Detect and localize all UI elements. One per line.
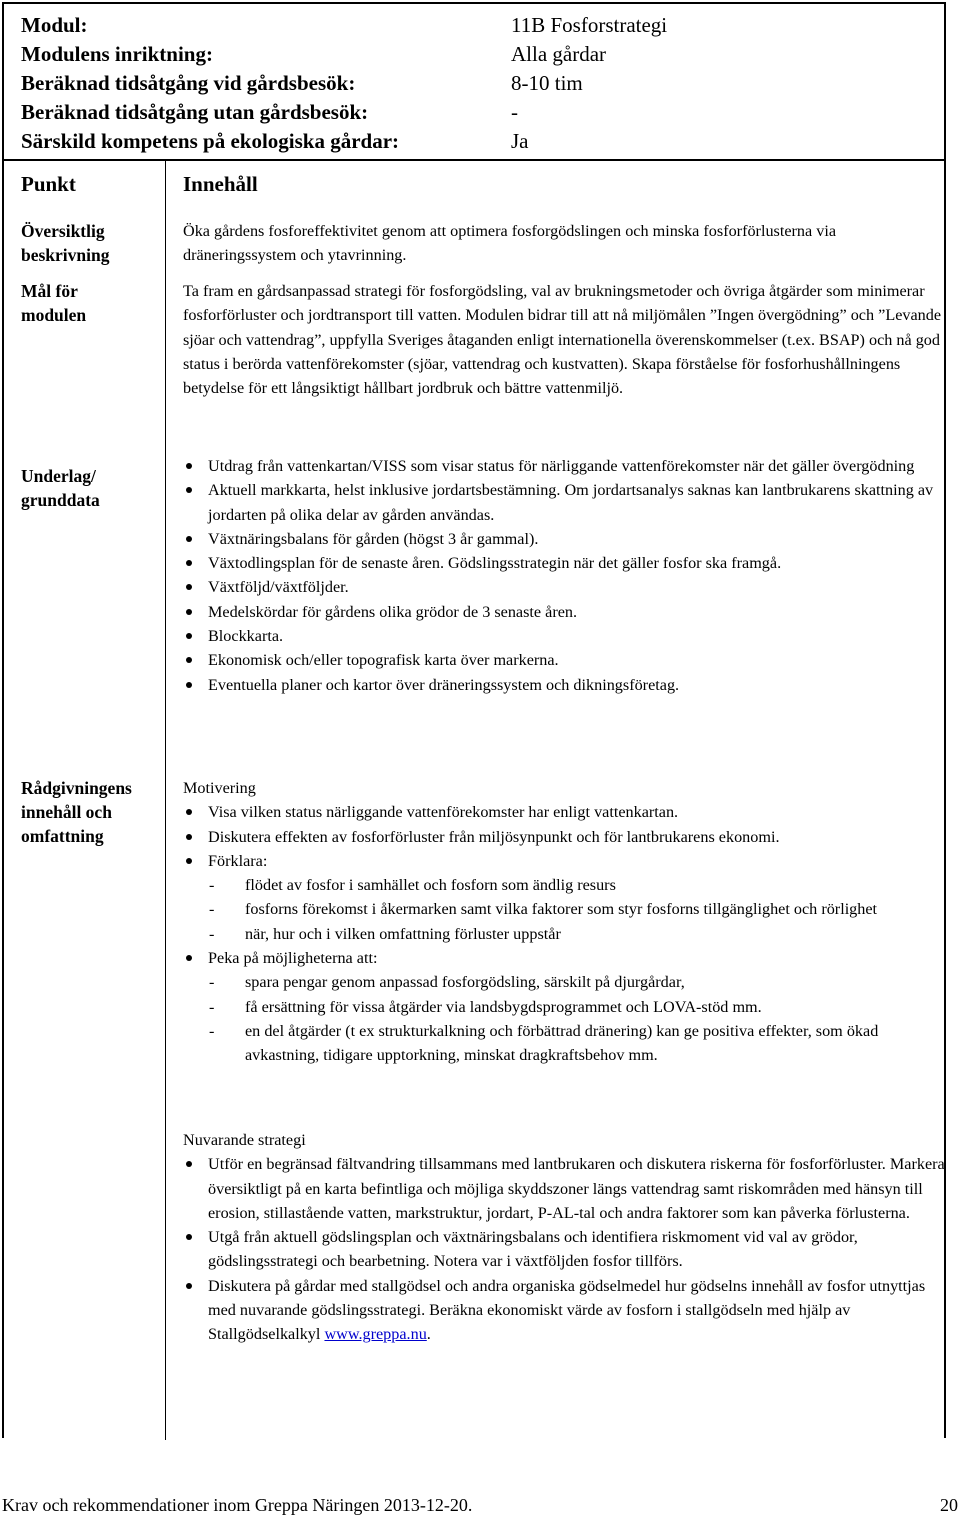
label-oversiktlig: Översiktlig beskrivning <box>21 221 110 265</box>
list-item: Utför en begränsad fältvandring tillsammans med lantbrukaren och diskutera riskerna för fosforförluster. Markera översiktligt på en karta befintliga och möjliga skyddszoner längs vattendrag samt riskområden med hänsyn till erosion, stillastående vatten, markstruktur, jordart, P-AL-tal och andra faktorer som kan påverka förlusterna. <box>183 1152 948 1225</box>
nuvarande-item3-end: . <box>426 1325 431 1344</box>
underlag-list <box>183 454 948 697</box>
list-item <box>183 946 948 970</box>
column-divider <box>165 161 166 1440</box>
nuvarande-list <box>183 1152 948 1346</box>
forklara-list <box>183 873 948 946</box>
list-item: Medelskördar för gårdens olika grödor de 3 senaste åren. <box>183 600 948 624</box>
list-item: - fosforns förekomst i åkermarken samt vilka faktorer som styr fosforns tillgänglighet och rörlighet <box>183 897 948 921</box>
header-value: 8-10 tim <box>511 71 583 95</box>
header-row-tid-utan <box>21 98 941 127</box>
list-item <box>183 849 948 873</box>
header-value: Ja <box>511 129 529 153</box>
list-item: Diskutera effekten av fosforförluster från miljösynpunkt och för lantbrukarens ekonomi. <box>183 825 948 849</box>
list-item: Utdrag från vattenkartan/VISS som visar status för närliggande vattenförekomster när det gäller övergödning <box>183 454 948 478</box>
header-value: - <box>511 100 518 124</box>
nuvarande-item3-text: Diskutera på gårdar med stallgödsel och andra organiska gödselmedel hur gödselns innehåll av fosfor utnyttjas med nuvarande gödslingsstrategi. Beräkna ekonomiskt värde av fosforn i stallgödseln med hjälp av Stallgödselkalkyl <box>208 1276 926 1344</box>
motivering-heading: Motivering <box>183 779 256 797</box>
column-header-innehall: Innehåll <box>183 172 258 196</box>
list-item: - få ersättning för vissa åtgärder via landsbygdsprogrammet och LOVA-stöd mm. <box>183 995 948 1019</box>
list-item: Ekonomisk och/eller topografisk karta över markerna. <box>183 648 948 672</box>
header-row-inriktning <box>21 40 941 69</box>
page-number: 20 <box>940 1495 958 1515</box>
header-label: Särskild kompetens på ekologiska gårdar: <box>21 129 400 153</box>
header-row-kompetens <box>21 127 941 156</box>
header-label: Beräknad tidsåtgång vid gårdsbesök: <box>21 71 356 95</box>
header-value: 11B Fosforstrategi <box>511 13 668 37</box>
nuvarande-heading: Nuvarande strategi <box>183 1131 306 1149</box>
content-underlag <box>183 454 948 697</box>
peka-list-head <box>183 946 948 970</box>
greppa-link[interactable]: www.greppa.nu <box>324 1325 427 1344</box>
header-row-modul <box>21 11 941 40</box>
peka-list <box>183 970 948 1067</box>
header-value: Alla gårdar <box>511 42 607 66</box>
list-item: Växtodlingsplan för de senaste åren. Gödslingsstrategin när det gäller fosfor ska framgå. <box>183 551 948 575</box>
mal-text: Ta fram en gårdsanpassad strategi för fosforgödsling, val av brukningsmetoder och övriga åtgärder som minimerar fosforförluster och jordtransport till vatten. Modulen bidrar till att nå miljömålen ”Ingen övergödning” och ”Levande sjöar och vattendrag”, uppfylla Sveriges åtaganden enligt internationella överenskommelser (t.ex. BSAP) och nå god status i berörda vattenförekomster (sjöar, vattendrag och kustvatten). Skapa förståelse för fosforhushållningens betydelse för ett långsiktigt hållbart jordbruk och bättre vattenmiljö. <box>183 282 942 398</box>
label-radgivning: Rådgivningens innehåll och omfattning <box>21 778 132 846</box>
list-item <box>183 1274 948 1347</box>
list-item: - spara pengar genom anpassad fosforgödsling, särskilt på djurgårdar, <box>183 970 948 994</box>
header-label: Beräknad tidsåtgång utan gårdsbesök: <box>21 100 369 124</box>
column-header-punkt: Punkt <box>21 172 76 196</box>
list-item: Aktuell markkarta, helst inklusive jordartsbestämning. Om jordartsanalys saknas kan lantbrukarens skattning av jordarten på olika delar av gården användas. <box>183 478 948 527</box>
list-item: Utgå från aktuell gödslingsplan och växtnäringsbalans och identifiera riskmoment vid val av grödor, gödslingsstrategi och bearbetning. Notera var i växtföljden fosfor tillförs. <box>183 1225 948 1274</box>
module-table <box>2 2 946 1438</box>
header-label: Modulens inriktning: <box>21 42 213 66</box>
content-nuvarande <box>183 1128 948 1347</box>
header-label: Modul: <box>21 13 88 37</box>
list-item: - flödet av fosfor i samhället och fosforn som ändlig resurs <box>183 873 948 897</box>
footer-text: Krav och rekommendationer inom Greppa Näringen 2013-12-20. <box>2 1495 473 1515</box>
list-item: - när, hur och i vilken omfattning förluster uppstår <box>183 922 948 946</box>
list-item: Visa vilken status närliggande vattenförekomster har enligt vattenkartan. <box>183 800 948 824</box>
label-mal: Mål för modulen <box>21 281 87 325</box>
list-item: Växtnäringsbalans för gården (högst 3 år gammal). <box>183 527 948 551</box>
content-oversiktlig <box>183 219 948 268</box>
content-motivering <box>183 776 948 1068</box>
list-item: Växtföljd/växtföljder. <box>183 575 948 599</box>
list-item: Blockkarta. <box>183 624 948 648</box>
forklara-label: Förklara: <box>208 851 268 870</box>
content-mal <box>183 279 948 400</box>
module-header <box>4 4 944 161</box>
oversiktlig-text: Öka gårdens fosforeffektivitet genom att optimera fosforgödslingen och minska fosforförlusterna via dräneringssystem och ytavrinning. <box>183 222 837 265</box>
label-underlag: Underlag/ grunddata <box>21 466 100 510</box>
header-row-tid-vid <box>21 69 941 98</box>
list-item: - en del åtgärder (t ex strukturkalkning och förbättrad dränering) kan ge positiva effekter, som ökad avkastning, tidigare upptorkning, minskat dragkraftsbehov mm. <box>183 1019 948 1068</box>
peka-label: Peka på möjligheterna att: <box>208 949 378 968</box>
list-item: Eventuella planer och kartor över dräneringssystem och dikningsföretag. <box>183 673 948 697</box>
motivering-list <box>183 800 948 873</box>
